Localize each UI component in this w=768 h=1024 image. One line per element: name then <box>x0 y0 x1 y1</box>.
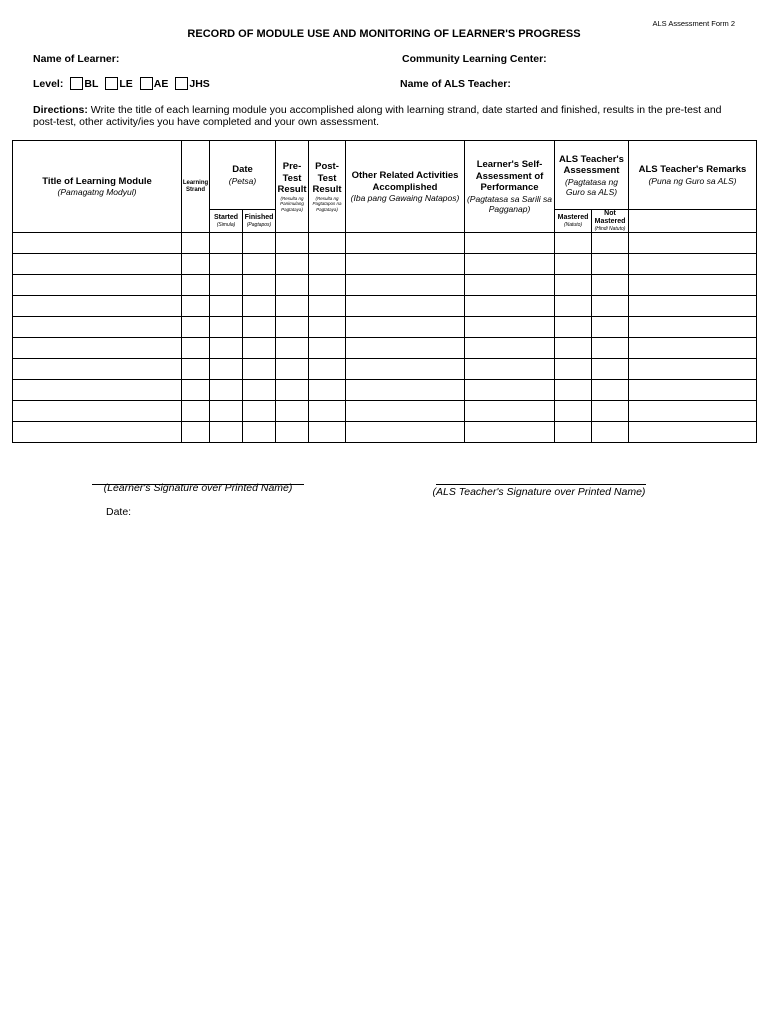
level-option-label: BL <box>84 77 99 90</box>
learner-signature-caption: (Learner's Signature over Printed Name) <box>103 482 293 494</box>
teacher-signature-block <box>426 484 652 498</box>
table-cell[interactable] <box>182 401 210 422</box>
table-cell[interactable] <box>592 359 629 380</box>
table-row <box>13 401 757 422</box>
table-cell[interactable] <box>465 317 555 338</box>
page-title: RECORD OF MODULE USE AND MONITORING OF LEARNER'S PROGRESS <box>187 28 581 40</box>
table-cell[interactable] <box>555 359 592 380</box>
table-cell[interactable] <box>243 422 276 443</box>
table-cell[interactable] <box>182 380 210 401</box>
table-cell[interactable] <box>465 380 555 401</box>
table-cell[interactable] <box>276 296 309 317</box>
level-option-bl[interactable] <box>70 77 98 90</box>
table-cell[interactable] <box>629 254 757 275</box>
checkbox-icon[interactable] <box>140 77 153 90</box>
table-cell[interactable] <box>182 254 210 275</box>
table-row <box>13 296 757 317</box>
table-cell[interactable] <box>465 233 555 254</box>
learner-signature-block <box>92 484 304 494</box>
table-cell[interactable] <box>182 296 210 317</box>
table-cell[interactable] <box>555 254 592 275</box>
table-cell[interactable] <box>309 380 346 401</box>
col-header-post-test: Post-Test Result (Resulta ng Pagtatapos na Pagtataya) <box>309 141 346 233</box>
table-cell[interactable] <box>309 422 346 443</box>
table-cell[interactable] <box>243 275 276 296</box>
level-option-label: LE <box>119 77 133 90</box>
table-cell[interactable] <box>182 317 210 338</box>
col-header-teacher-remarks: ALS Teacher's Remarks (Puna ng Guro sa ALS) <box>629 141 757 210</box>
table-cell[interactable] <box>629 422 757 443</box>
directions <box>33 104 733 128</box>
table-cell[interactable] <box>555 317 592 338</box>
table-cell[interactable] <box>592 380 629 401</box>
table-row <box>13 359 757 380</box>
table-cell[interactable] <box>276 275 309 296</box>
col-header-mastered: Mastered (Natuto) <box>555 210 592 233</box>
table-cell[interactable] <box>182 338 210 359</box>
table-cell[interactable] <box>629 359 757 380</box>
table-cell[interactable] <box>243 401 276 422</box>
table-cell[interactable] <box>243 296 276 317</box>
table-cell[interactable] <box>592 422 629 443</box>
table-cell[interactable] <box>346 254 465 275</box>
table-cell[interactable] <box>210 275 243 296</box>
table-cell[interactable] <box>210 338 243 359</box>
table-cell[interactable] <box>243 380 276 401</box>
table-cell[interactable] <box>309 317 346 338</box>
table-cell[interactable] <box>210 233 243 254</box>
table-cell[interactable] <box>465 296 555 317</box>
col-header-title: Title of Learning Module (Pamagatng Modyul) <box>13 141 182 233</box>
level-option-label: AE <box>153 77 169 90</box>
table-cell[interactable] <box>629 233 757 254</box>
table-cell[interactable] <box>309 359 346 380</box>
table-row <box>13 275 757 296</box>
table-cell[interactable] <box>465 401 555 422</box>
table-cell[interactable] <box>465 422 555 443</box>
table-cell[interactable] <box>276 233 309 254</box>
table-cell[interactable] <box>592 254 629 275</box>
table-cell[interactable] <box>629 317 757 338</box>
col-header-started: Started (Simula) <box>210 210 243 233</box>
table-cell[interactable] <box>309 338 346 359</box>
table-cell[interactable] <box>592 401 629 422</box>
table-cell[interactable] <box>13 338 182 359</box>
table-cell[interactable] <box>182 275 210 296</box>
table-cell[interactable] <box>210 254 243 275</box>
table-cell[interactable] <box>13 401 182 422</box>
table-cell[interactable] <box>210 296 243 317</box>
table-cell[interactable] <box>210 401 243 422</box>
table-cell[interactable] <box>555 233 592 254</box>
table-cell[interactable] <box>182 422 210 443</box>
directions-label: Directions: <box>33 104 88 116</box>
table-cell[interactable] <box>243 233 276 254</box>
table-cell[interactable] <box>210 359 243 380</box>
col-header-date: Date (Petsa) <box>210 141 276 210</box>
table-body <box>13 233 757 443</box>
table-cell[interactable] <box>346 380 465 401</box>
table-cell[interactable] <box>465 254 555 275</box>
table-cell[interactable] <box>465 359 555 380</box>
table-cell[interactable] <box>309 296 346 317</box>
table-cell[interactable] <box>346 317 465 338</box>
table-cell[interactable] <box>592 233 629 254</box>
table-cell[interactable] <box>13 422 182 443</box>
checkbox-icon[interactable] <box>175 77 188 90</box>
table-cell[interactable] <box>243 359 276 380</box>
table-cell[interactable] <box>346 422 465 443</box>
table-cell[interactable] <box>210 380 243 401</box>
table-cell[interactable] <box>555 422 592 443</box>
level-label: Level: <box>33 77 64 90</box>
table-cell[interactable] <box>13 275 182 296</box>
table-cell[interactable] <box>592 317 629 338</box>
table-cell[interactable] <box>182 233 210 254</box>
table-cell[interactable] <box>182 359 210 380</box>
table-cell[interactable] <box>276 254 309 275</box>
table-cell[interactable] <box>592 296 629 317</box>
table-cell[interactable] <box>346 401 465 422</box>
checkbox-icon[interactable] <box>70 77 83 90</box>
col-header-learning-strand: Learning Strand <box>182 141 210 233</box>
table-row <box>13 338 757 359</box>
table-cell[interactable] <box>629 296 757 317</box>
table-row <box>13 380 757 401</box>
table-cell[interactable] <box>276 401 309 422</box>
table-cell[interactable] <box>13 254 182 275</box>
col-header-remarks-spacer <box>629 210 757 233</box>
table-cell[interactable] <box>465 338 555 359</box>
table-cell[interactable] <box>276 422 309 443</box>
table-cell[interactable] <box>210 422 243 443</box>
table-cell[interactable] <box>592 338 629 359</box>
level-option-jhs[interactable] <box>175 77 209 90</box>
table-cell[interactable] <box>309 275 346 296</box>
table-cell[interactable] <box>243 338 276 359</box>
level-option-label: JHS <box>189 77 210 90</box>
table-cell[interactable] <box>210 317 243 338</box>
table-cell[interactable] <box>629 380 757 401</box>
table-row <box>13 254 757 275</box>
table-row <box>13 233 757 254</box>
table-cell[interactable] <box>346 275 465 296</box>
level-option-le[interactable] <box>105 77 132 90</box>
table-cell[interactable] <box>309 233 346 254</box>
table-cell[interactable] <box>243 254 276 275</box>
table-cell[interactable] <box>346 233 465 254</box>
table-cell[interactable] <box>346 338 465 359</box>
table-cell[interactable] <box>13 296 182 317</box>
table-cell[interactable] <box>276 338 309 359</box>
table-cell[interactable] <box>309 254 346 275</box>
name-of-learner-label: Name of Learner: <box>33 53 120 65</box>
directions-text: Write the title of each learning module you accomplished along with learning strand, date started and finished, results in the pre-test and post-test, other activity/ies you have completed and your own assessment. <box>33 104 722 128</box>
checkbox-icon[interactable] <box>105 77 118 90</box>
table-cell[interactable] <box>346 296 465 317</box>
table-row <box>13 317 757 338</box>
table-cell[interactable] <box>276 380 309 401</box>
table-cell[interactable] <box>555 380 592 401</box>
col-header-not-mastered: Not Mastered (Hindi Natuto) <box>592 210 629 233</box>
table-cell[interactable] <box>276 317 309 338</box>
table-cell[interactable] <box>13 317 182 338</box>
table-cell[interactable] <box>629 401 757 422</box>
name-of-als-teacher-label: Name of ALS Teacher: <box>400 78 511 90</box>
form-id: ALS Assessment Form 2 <box>652 19 735 28</box>
level-option-ae[interactable] <box>140 77 169 90</box>
table-cell[interactable] <box>13 359 182 380</box>
table-cell[interactable] <box>13 380 182 401</box>
col-header-other-activities: Other Related Activities Accomplished (Iba pang Gawaing Natapos) <box>346 141 465 233</box>
table-cell[interactable] <box>243 317 276 338</box>
col-header-teacher-assessment: ALS Teacher's Assessment (Pagtatasa ng Guro sa ALS) <box>555 141 629 210</box>
table-cell[interactable] <box>555 275 592 296</box>
table-cell[interactable] <box>465 275 555 296</box>
table-row <box>13 422 757 443</box>
table-cell[interactable] <box>629 338 757 359</box>
level-selector <box>33 77 210 90</box>
table-cell[interactable] <box>555 296 592 317</box>
table-cell[interactable] <box>592 275 629 296</box>
table-cell[interactable] <box>555 338 592 359</box>
table-cell[interactable] <box>13 233 182 254</box>
teacher-signature-caption: (ALS Teacher's Signature over Printed Name) <box>432 486 646 498</box>
col-header-finished: Finished (Pagtapos) <box>243 210 276 233</box>
col-header-pre-test: Pre-Test Result (Resulta ng Panimulang Pagtataya) <box>276 141 309 233</box>
table-cell[interactable] <box>309 401 346 422</box>
teacher-signature-line[interactable] <box>436 484 646 485</box>
table-cell[interactable] <box>276 359 309 380</box>
date-label: Date: <box>106 506 132 518</box>
table-cell[interactable] <box>629 275 757 296</box>
community-learning-center-label: Community Learning Center: <box>402 53 547 65</box>
module-record-table <box>12 140 757 443</box>
table-cell[interactable] <box>346 359 465 380</box>
col-header-self-assessment: Learner's Self-Assessment of Performance (Pagtatasa sa Sarili sa Pagganap) <box>465 141 555 233</box>
table-cell[interactable] <box>555 401 592 422</box>
